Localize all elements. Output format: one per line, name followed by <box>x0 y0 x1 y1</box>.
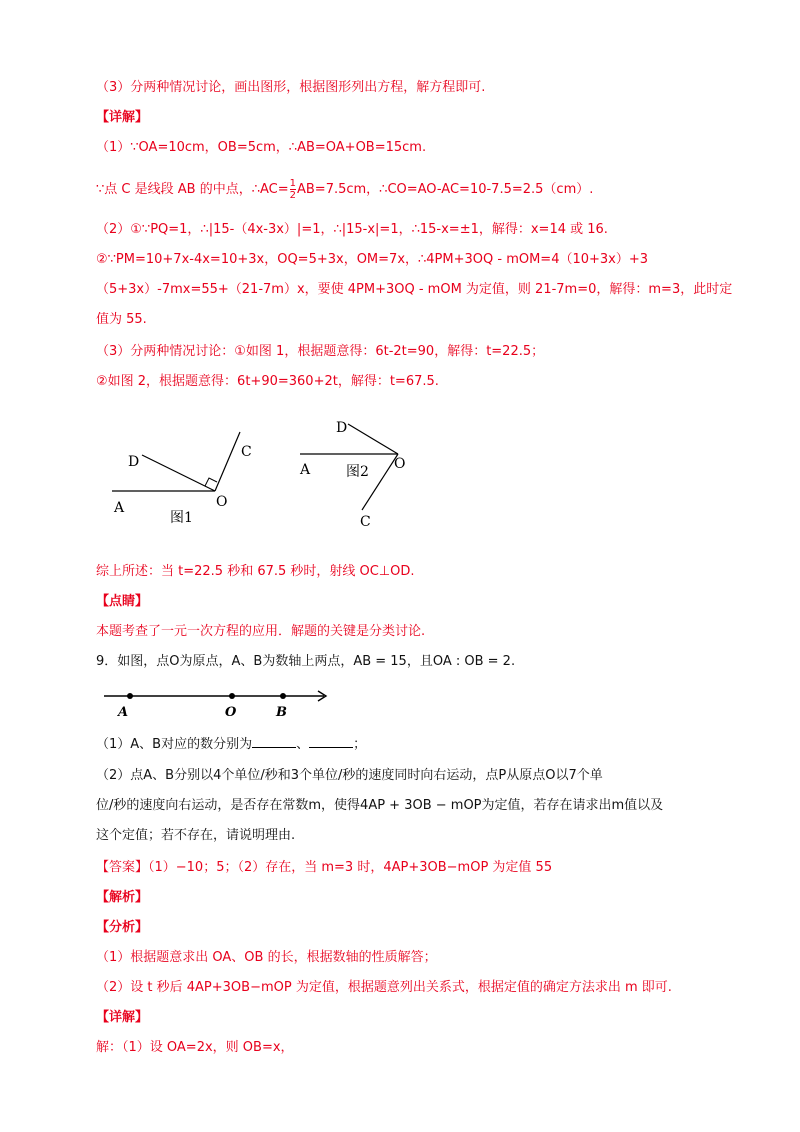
text-segment: 、 <box>296 737 310 752</box>
text-line: （5+3x）-7mx=55+（21-7m）x，要使 4PM+3OQ - mOM 为定值，则 21-7m=0，解得：m=3，此时定 <box>96 282 733 297</box>
figure-2 <box>290 412 430 542</box>
text-segment: ； <box>353 737 367 752</box>
point-a <box>127 693 133 699</box>
text-line: 本题考查了一元一次方程的应用．解题的关键是分类讨论. <box>96 624 426 639</box>
label-o: O <box>225 705 237 720</box>
fraction <box>290 178 296 201</box>
answer-line: 【答案】（1）−10；5；（2）存在，当 m=3 时，4AP+3OB−mOP 为定值 55 <box>96 860 553 875</box>
label-a: A <box>118 705 129 720</box>
answer-blank-a <box>252 734 296 748</box>
point-b <box>280 693 286 699</box>
label-b: B <box>276 705 287 720</box>
text-line: 解：（1）设 OA=2x，则 OB=x， <box>96 1040 294 1055</box>
text-line <box>96 178 593 201</box>
section-heading: 【点睛】 <box>96 594 149 609</box>
text-line: 值为 55. <box>96 312 147 327</box>
text-line: （1）根据题意求出 OA、OB 的长，根据数轴的性质解答； <box>96 950 437 965</box>
figure-caption: 图1 <box>170 510 193 526</box>
section-heading: 【解析】 <box>96 890 149 905</box>
text-segment: （1）A、B对应的数分别为 <box>96 737 253 752</box>
text-line: ②如图 2，根据题意得：6t+90=360+2t，解得：t=67.5. <box>96 374 439 389</box>
text-line: （3）分两种情况讨论，画出图形，根据图形列出方程，解方程即可. <box>96 80 486 95</box>
figure-caption: 图2 <box>346 464 369 480</box>
right-angle-mark <box>205 478 217 486</box>
text-segment: AB=7.5cm，∴CO=AO-AC=10-7.5=2.5（cm）. <box>296 182 594 197</box>
label-o: O <box>216 494 228 510</box>
ray-od <box>142 455 215 491</box>
text-line: （2）设 t 秒后 4AP+3OB−mOP 为定值，根据题意列出关系式，根据定值的确定方法求出 m 即可. <box>96 980 672 995</box>
label-a: A <box>300 462 311 478</box>
label-a: A <box>114 500 125 516</box>
text-segment: ∵点 C 是线段 AB 的中点，∴AC= <box>96 182 289 197</box>
answer-blank-b <box>309 734 353 748</box>
ray-oc <box>215 432 240 491</box>
ray-od <box>348 424 398 454</box>
text-line: 综上所述：当 t=22.5 秒和 67.5 秒时，射线 OC⊥OD. <box>96 564 415 579</box>
question-stem: 9．如图，点O为原点，A、B为数轴上两点，AB = 15，且OA : OB = 2. <box>96 654 516 669</box>
figure-1 <box>100 420 280 540</box>
question-part-2: 位/秒的速度向右运动，是否存在常数m，使得4AP + 3OB − mOP为定值，若存在请求出m值以及 <box>96 798 664 813</box>
label-d: D <box>128 454 140 470</box>
section-heading: 【分析】 <box>96 920 149 935</box>
question-part-2: 这个定值；若不存在，请说明理由. <box>96 828 296 843</box>
label-d: D <box>336 420 348 436</box>
text-line: ②∵PM=10+7x-4x=10+3x，OQ=5+3x，OM=7x，∴4PM+3OQ - mOM=4（10+3x）+3 <box>96 252 649 267</box>
fraction-denominator: 2 <box>289 190 296 201</box>
section-heading: 【详解】 <box>96 1010 149 1025</box>
question-part-2: （2）点A、B分别以4个单位/秒和3个单位/秒的速度同时向右运动，点P从原点O以7个单 <box>96 768 603 783</box>
point-o <box>229 693 235 699</box>
text-line: （1）∵OA=10cm，OB=5cm，∴AB=OA+OB=15cm. <box>96 140 427 155</box>
label-c: C <box>360 514 371 530</box>
label-c: C <box>241 444 252 460</box>
question-part-1 <box>96 734 366 755</box>
label-o: O <box>394 456 406 472</box>
ray-oc <box>362 454 398 510</box>
fraction-numerator: 1 <box>289 178 296 189</box>
text-line: （3）分两种情况讨论：①如图 1，根据题意得：6t-2t=90，解得：t=22.5； <box>96 344 545 359</box>
section-heading: 【详解】 <box>96 110 149 125</box>
number-line <box>100 686 340 722</box>
text-line: （2）①∵PQ=1，∴|15-（4x-3x）|=1，∴|15-x|=1，∴15-x=±1，解得：x=14 或 16. <box>96 222 608 237</box>
